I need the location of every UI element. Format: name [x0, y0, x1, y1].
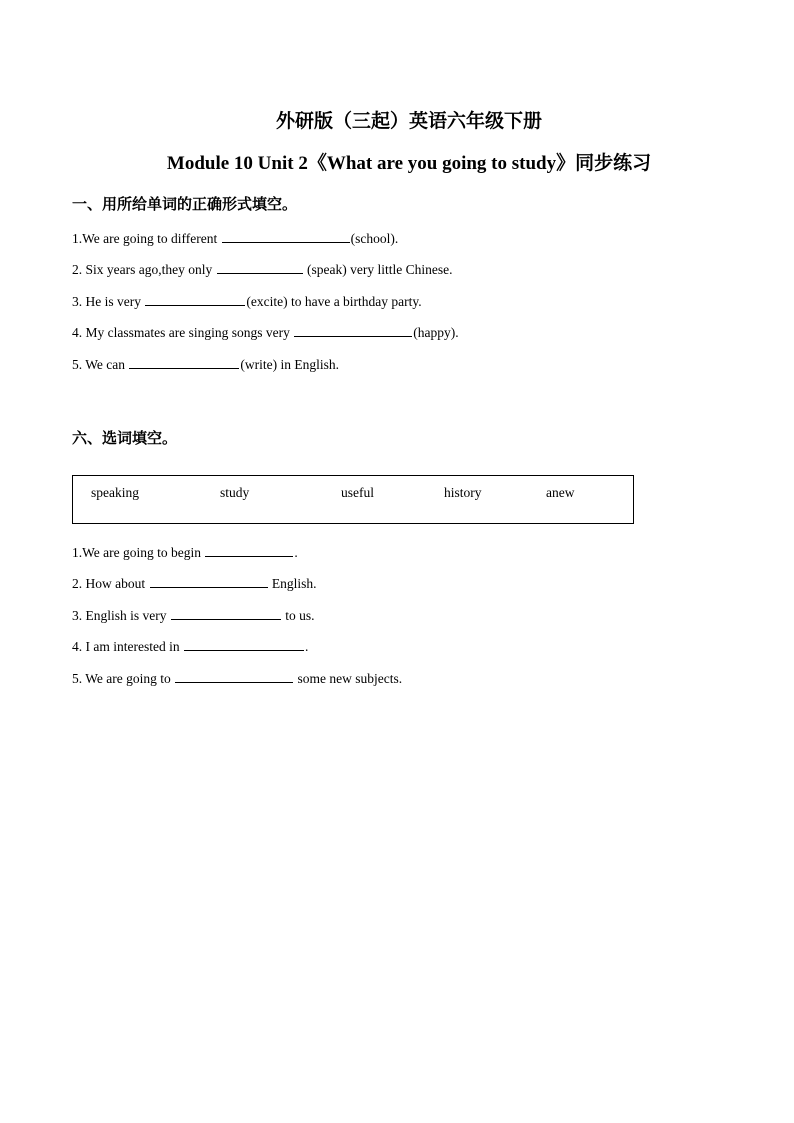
- s1-q4-before: 4. My classmates are singing songs very: [72, 325, 294, 340]
- s1-q3-after: (excite) to have a birthday party.: [246, 294, 422, 309]
- s1-q1-before: 1.We are going to different: [72, 231, 221, 246]
- s1-q4-after: (happy).: [413, 325, 459, 340]
- s1-q2-blank[interactable]: [217, 260, 303, 274]
- word-bank-item: study: [220, 485, 250, 500]
- s1-q1-blank[interactable]: [222, 229, 350, 243]
- s2-question-2: [72, 574, 317, 593]
- s2-q5-blank[interactable]: [175, 669, 293, 683]
- word-bank-item: speaking: [91, 485, 139, 500]
- s2-q2-before: 2. How about: [72, 576, 149, 591]
- s2-q2-after: English.: [268, 576, 317, 591]
- word-bank: [72, 475, 634, 524]
- s2-question-3: [72, 606, 315, 625]
- s1-q2-after: (speak) very little Chinese.: [303, 262, 453, 277]
- s1-question-2: [72, 260, 452, 279]
- s2-q1-after: .: [294, 545, 298, 560]
- s2-q3-blank[interactable]: [171, 606, 281, 620]
- s2-question-5: [72, 669, 402, 688]
- s2-q3-after: to us.: [281, 608, 315, 623]
- s2-q2-blank[interactable]: [150, 574, 268, 588]
- word-bank-item: anew: [546, 485, 575, 500]
- s1-q4-blank[interactable]: [294, 323, 412, 337]
- page-title: 外研版（三起）英语六年级下册: [275, 111, 542, 132]
- s1-q1-after: (school).: [350, 231, 399, 246]
- s2-q5-after: some new subjects.: [294, 671, 403, 686]
- s2-q1-before: 1.We are going to begin: [72, 545, 205, 560]
- s1-q2-before: 2. Six years ago,they only: [72, 262, 216, 277]
- s2-q4-blank[interactable]: [184, 637, 304, 651]
- word-bank-item: useful: [341, 485, 374, 500]
- s1-q3-blank[interactable]: [145, 292, 245, 306]
- section-1-heading: 一、用所给单词的正确形式填空。: [72, 197, 298, 213]
- s1-q3-before: 3. He is very: [72, 294, 145, 309]
- s1-q5-after: (write) in English.: [240, 357, 340, 372]
- s2-q1-blank[interactable]: [205, 543, 293, 557]
- s1-question-1: [72, 229, 398, 248]
- s1-q5-blank[interactable]: [129, 355, 239, 369]
- word-bank-item: history: [444, 485, 482, 500]
- s2-q4-before: 4. I am interested in: [72, 639, 183, 654]
- s2-q4-after: .: [304, 639, 309, 654]
- s1-question-5: [72, 355, 339, 374]
- section-2-heading: 六、选词填空。: [72, 431, 178, 447]
- page-subtitle: Module 10 Unit 2《What are you going to study》同步练习: [166, 153, 652, 174]
- s1-question-3: [72, 292, 422, 311]
- s2-q5-before: 5. We are going to: [72, 671, 175, 686]
- s2-question-1: [72, 543, 298, 562]
- s2-question-4: [72, 637, 308, 656]
- s1-q5-before: 5. We can: [72, 357, 129, 372]
- s1-question-4: [72, 323, 459, 342]
- s2-q3-before: 3. English is very: [72, 608, 170, 623]
